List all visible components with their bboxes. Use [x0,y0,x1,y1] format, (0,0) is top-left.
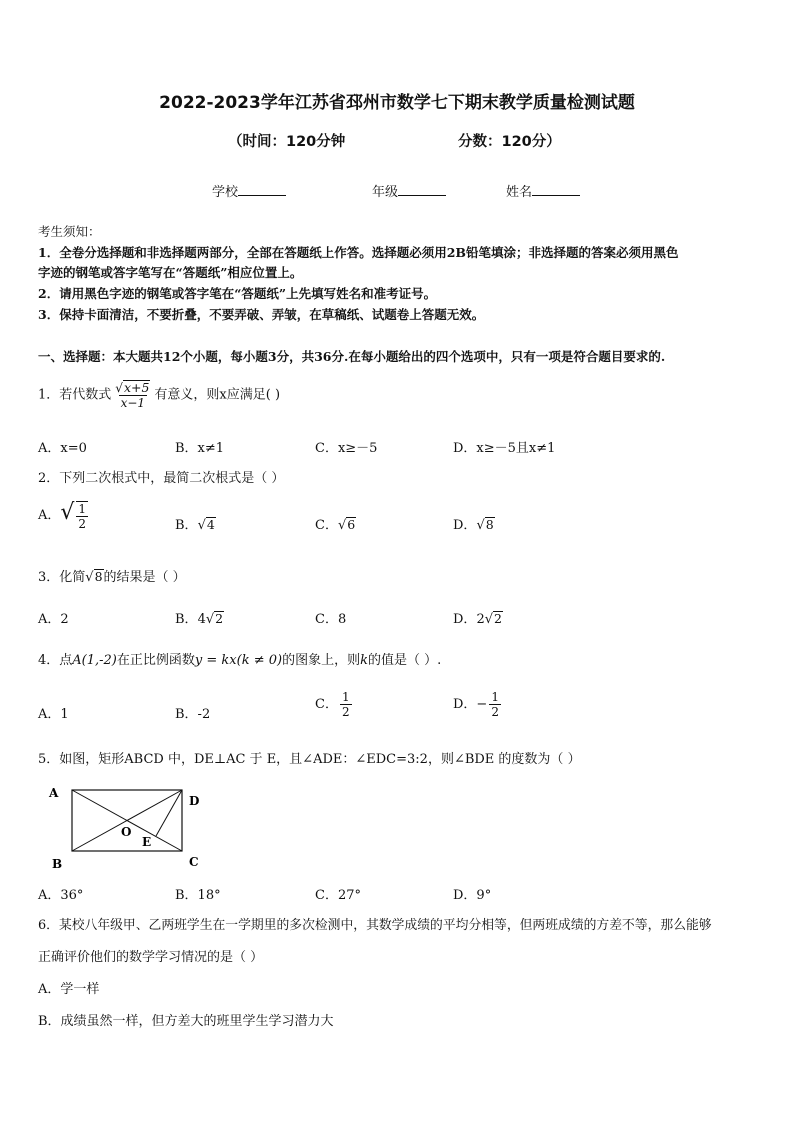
q3-option-a: A．2 [38,612,69,627]
q1-option-c: C．x≥－5 [315,441,378,456]
q1-prefix: 1．若代数式 [38,387,112,403]
q2-option-d: D．√8 [453,517,494,533]
q1-option-a: A．x=0 [38,441,87,456]
q4-option-d: D．− $\frac{1}{2}$ [453,690,499,719]
question-4-stem: 4．点A(1,-2)在正比例函数y = kx(k ≠ 0)的图象上，则k的值是（ ）. [38,653,442,668]
question-3-stem: 3．化简√8的结果是（ ） [38,569,186,585]
question-6-line2: 正确评价他们的数学学习情况的是（ ） [38,950,264,965]
grade-field [372,181,446,200]
q5-rectangle-diagram [40,780,220,875]
school-label: 学校 [212,185,239,200]
section-heading: 一、选择题：本大题共12个小题，每小题3分，共36分.在每小题给出的四个选项中，只有一项是符合题目要求的. [38,349,666,364]
q3-option-c: C．8 [315,612,347,627]
notice-item-1b: 字迹的钢笔或答字笔写在“答题纸”相应位置上。 [38,265,303,280]
question-6-line1: 6．某校八年级甲、乙两班学生在一学期里的多次检测中，其数学成绩的平均分相等，但两班成绩的方差不等，那么能够 [38,918,712,933]
label-e: E [142,835,152,849]
q1-suffix: 有意义，则x应满足( ) [154,387,281,403]
notice-heading: 考生须知： [38,224,101,239]
question-1-stem [38,380,280,410]
q2-option-a: A．√ $\frac{1}{2}$ [38,500,90,531]
q1-denominator: x−1 [120,396,146,410]
notice-item-3: 3．保持卡面清洁，不要折叠，不要弄破、弄皱，在草稿纸、试题卷上答题无效。 [38,307,485,322]
q6-option-b: B．成绩虽然一样，但方差大的班里学生学习潜力大 [38,1014,334,1029]
q5-option-b: B．18° [175,888,221,903]
q4-option-a: A．1 [38,707,69,722]
q1-fraction [113,380,152,410]
notice-item-1: 1．全卷分选择题和非选择题两部分，全部在答题纸上作答。选择题必须用2B铅笔填涂；非选择题的答案必须用黑色 [38,245,679,260]
label-a: A [49,786,59,800]
question-5-stem: 5．如图，矩形ABCD 中，DE⊥AC 于 E，且∠ADE：∠EDC=3:2，则∠BDE 的度数为（ ） [38,752,581,767]
q6-option-a: A．学一样 [38,982,100,997]
q5-option-d: D．9° [453,888,492,903]
label-c: C [189,855,199,869]
page-title: 2022-2023学年江苏省邳州市数学七下期末教学质量检测试题 [159,93,635,113]
grade-blank [398,183,446,196]
q1-option-d: D．x≥－5且x≠1 [453,441,556,456]
q2-option-c: C．√6 [315,517,356,533]
grade-label: 年级 [372,185,399,200]
q2-a-sqrt: √ $\frac{1}{2}$ [60,500,87,531]
q5-option-c: C．27° [315,888,361,903]
q4-option-b: B．-2 [175,707,211,722]
q1-numerator: √x+5 [115,380,150,395]
name-field [506,181,580,200]
q3-option-d: D．2√2 [453,611,502,627]
q3-option-b: B．4√2 [175,611,224,627]
name-blank [532,183,580,196]
exam-score: 分数：120分） [458,134,561,150]
q1-option-b: B．x≠1 [175,441,225,456]
label-d: D [189,794,200,808]
q5-option-a: A．36° [38,888,84,903]
name-label: 姓名 [506,185,533,200]
q2-option-b: B．√4 [175,517,215,533]
question-2-stem: 2．下列二次根式中，最简二次根式是（ ） [38,471,285,486]
label-b: B [52,857,63,871]
label-o: O [121,825,132,839]
school-blank [238,183,286,196]
notice-item-2: 2．请用黑色字迹的钢笔或答字笔在“答题纸”上先填写姓名和准考证号。 [38,286,437,301]
q4-option-c: C． $\frac{1}{2}$ [315,690,350,719]
exam-time: （时间：120分钟 [228,134,346,150]
school-field [212,181,286,200]
